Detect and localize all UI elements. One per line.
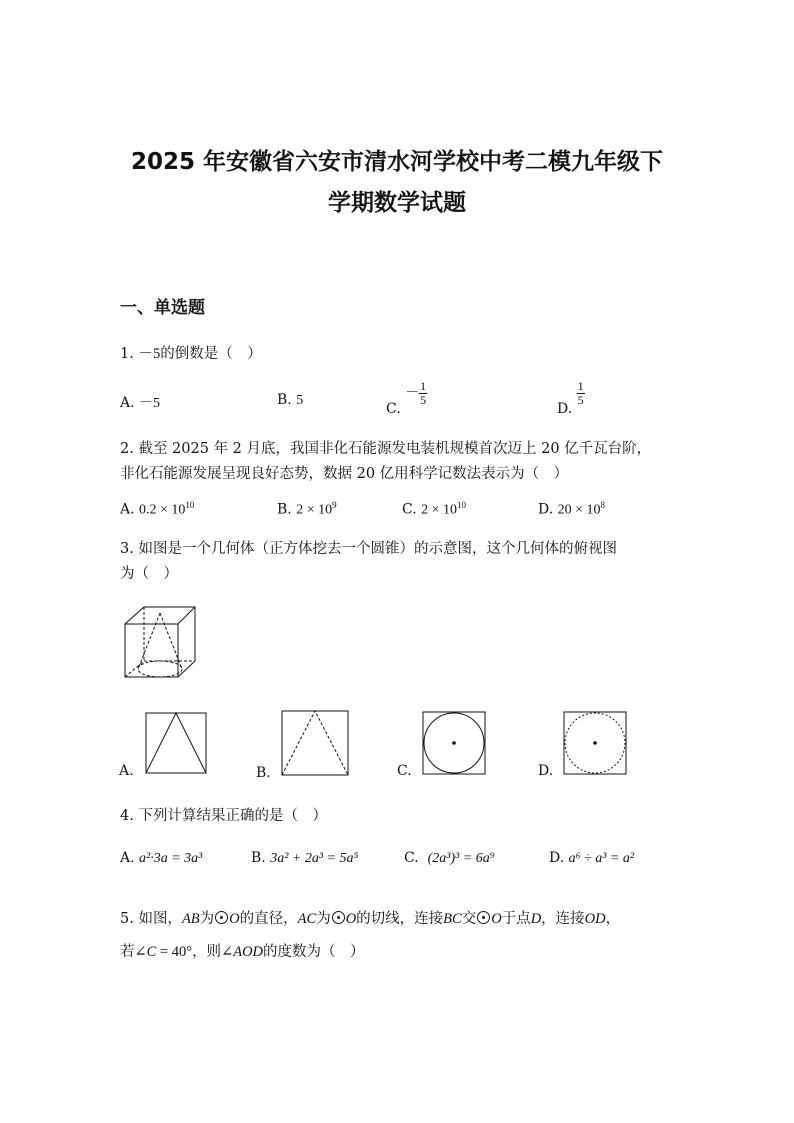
q4-option-a[interactable]: A. a²·3a = 3a³ (120, 850, 203, 866)
circle-dot-symbol-icon (477, 911, 490, 924)
q1-option-d[interactable]: D. $\frac{1}{5}$ (557, 379, 584, 418)
q1-option-c[interactable]: C. － $\frac{1}{5}$ (386, 379, 427, 418)
circle-dot-symbol-icon (332, 911, 345, 924)
q3-option-a-label[interactable]: A. (119, 763, 134, 779)
circle-dot-symbol-icon (215, 911, 228, 924)
q1-option-b[interactable]: B. 5 (277, 392, 304, 408)
q2-option-a[interactable]: A. $0.2 \times 10^{10}$ (120, 500, 195, 518)
exam-title-line1: 2025 年安徽省六安市清水河学校中考二模九年级下 (130, 149, 664, 175)
q3-stem-line1: 3. 如图是一个几何体（正方体挖去一个圆锥）的示意图，这个几何体的俯视图 (120, 541, 617, 557)
cube-with-cone-figure (120, 603, 200, 681)
fraction: $\frac{1}{5}$ (577, 379, 584, 407)
q2-stem-line1: 2. 截至 2025 年 2 月底，我国非化石能源发电装机规模首次迈上 20 亿千瓦台阶， (120, 441, 652, 457)
exam-title-line2: 学期数学试题 (328, 190, 466, 216)
q3-option-b-figure[interactable] (281, 710, 349, 776)
q3-option-c-label[interactable]: C. (397, 763, 412, 779)
q3-option-d-figure[interactable] (563, 711, 627, 775)
q1-stem: 1. －5的倒数是（ ） (120, 346, 262, 362)
q3-option-a-figure[interactable] (145, 712, 207, 774)
q5-stem-line2: 若∠C = 40°，则∠AOD的度数为（ ） (120, 944, 365, 960)
fraction: $\frac{1}{5}$ (420, 379, 427, 407)
q5-stem-line1: 5. 如图，AB为 O的直径，AC为 O的切线，连接BC交 O于点D，连接OD， (120, 911, 621, 927)
q2-option-b[interactable]: B. $2 \times 10^9$ (277, 500, 337, 518)
q3-option-c-figure[interactable] (422, 711, 486, 775)
q2-stem-line2: 非化石能源发展呈现良好态势，数据 20 亿用科学记数法表示为（ ） (120, 466, 569, 482)
q4-stem: 4. 下列计算结果正确的是（ ） (120, 808, 327, 824)
q3-option-b-label[interactable]: B. (256, 765, 271, 781)
q4-option-d[interactable]: D. a⁶ ÷ a³ = a² (549, 850, 635, 866)
q3-stem-line2: 为（ ） (120, 566, 178, 582)
q4-option-b[interactable]: B. 3a² + 2a³ = 5a⁵ (251, 850, 359, 866)
q3-option-d-label[interactable]: D. (538, 763, 554, 779)
q4-option-c[interactable]: C. (2a³)³ = 6a⁹ (404, 850, 495, 866)
section-heading: 一、单选题 (120, 298, 205, 318)
q2-option-c[interactable]: C. $2 \times 10^{10}$ (402, 500, 467, 518)
q1-option-a[interactable]: A. －5 (120, 395, 161, 411)
q2-option-d[interactable]: D. $20 \times 10^8$ (538, 500, 606, 518)
